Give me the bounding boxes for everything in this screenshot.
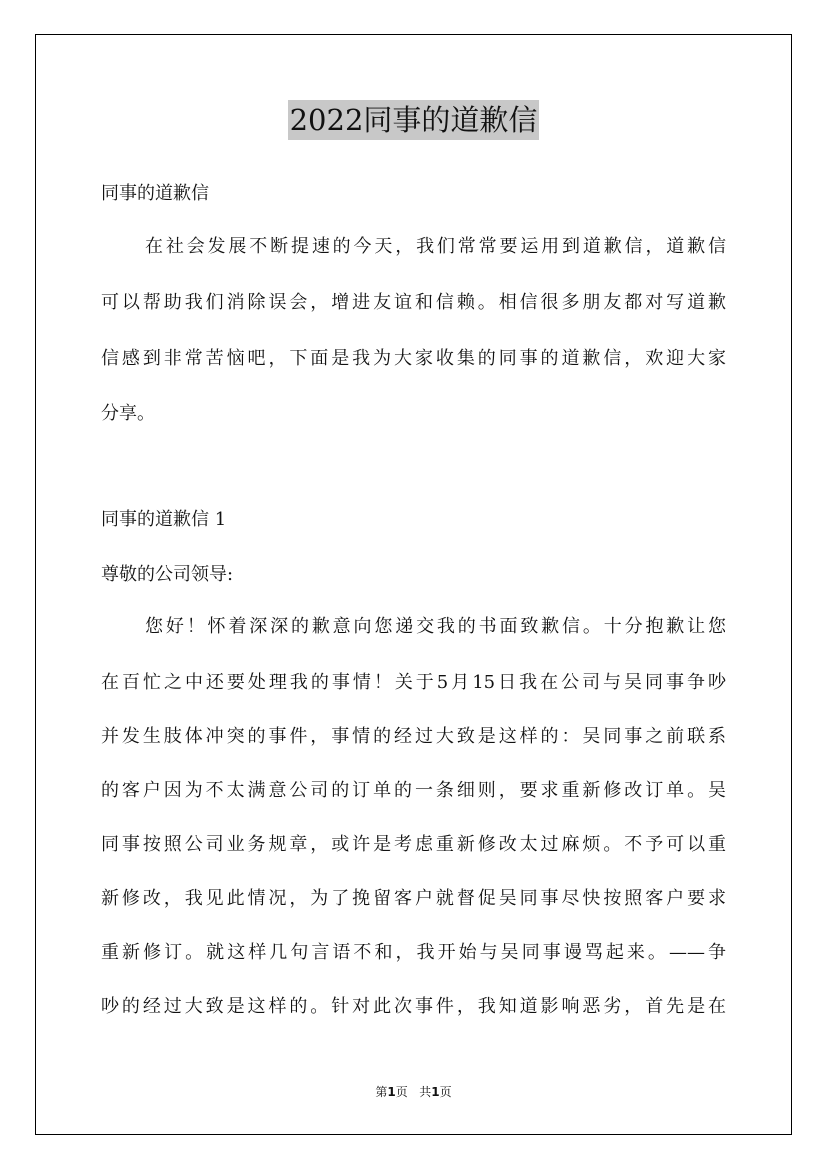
intro-line-2: 可以帮助我们消除误会，增进友谊和信赖。相信很多朋友都对写道歉 xyxy=(101,292,726,313)
section-title: 同事的道歉信 1 xyxy=(101,509,227,530)
body-line-5: 同事按照公司业务规章，或许是考虑重新修改太过麻烦。不予可以重 xyxy=(101,834,726,855)
body-line-1: 您好！怀着深深的歉意向您递交我的书面致歉信。十分抱歉让您 xyxy=(145,616,726,637)
body-line-2: 在百忙之中还要处理我的事情！关于5月15日我在公司与吴同事争吵 xyxy=(101,672,726,693)
body-line-6: 新修改，我见此情况，为了挽留客户就督促吴同事尽快按照客户要求 xyxy=(101,888,726,909)
intro-line-1: 在社会发展不断提速的今天，我们常常要运用到道歉信，道歉信 xyxy=(145,236,726,257)
document-heading: 同事的道歉信 xyxy=(101,183,209,204)
page-suffix: 页 xyxy=(395,1085,408,1099)
page-number: 1 xyxy=(387,1085,396,1099)
body-line-7: 重新修订。就这样几句言语不和，我开始与吴同事谩骂起来。——争 xyxy=(101,942,726,963)
total-suffix: 页 xyxy=(439,1085,452,1099)
body-line-8: 吵的经过大致是这样的。针对此次事件，我知道影响恶劣，首先是在 xyxy=(101,996,726,1017)
salutation: 尊敬的公司领导: xyxy=(101,564,234,585)
intro-line-4: 分享。 xyxy=(101,403,155,424)
body-line-3: 并发生肢体冲突的事件，事情的经过大致是这样的：吴同事之前联系 xyxy=(101,726,726,747)
intro-line-3: 信感到非常苦恼吧，下面是我为大家收集的同事的道歉信，欢迎大家 xyxy=(101,348,726,369)
document-title: 2022同事的道歉信 xyxy=(288,100,540,140)
total-prefix: 共 xyxy=(419,1085,432,1099)
total-number: 1 xyxy=(431,1085,440,1099)
page-prefix: 第 xyxy=(375,1085,388,1099)
page-footer xyxy=(0,1083,827,1100)
title-wrap xyxy=(0,100,827,140)
body-line-4: 的客户因为不太满意公司的订单的一条细则，要求重新修改订单。吴 xyxy=(101,780,726,801)
